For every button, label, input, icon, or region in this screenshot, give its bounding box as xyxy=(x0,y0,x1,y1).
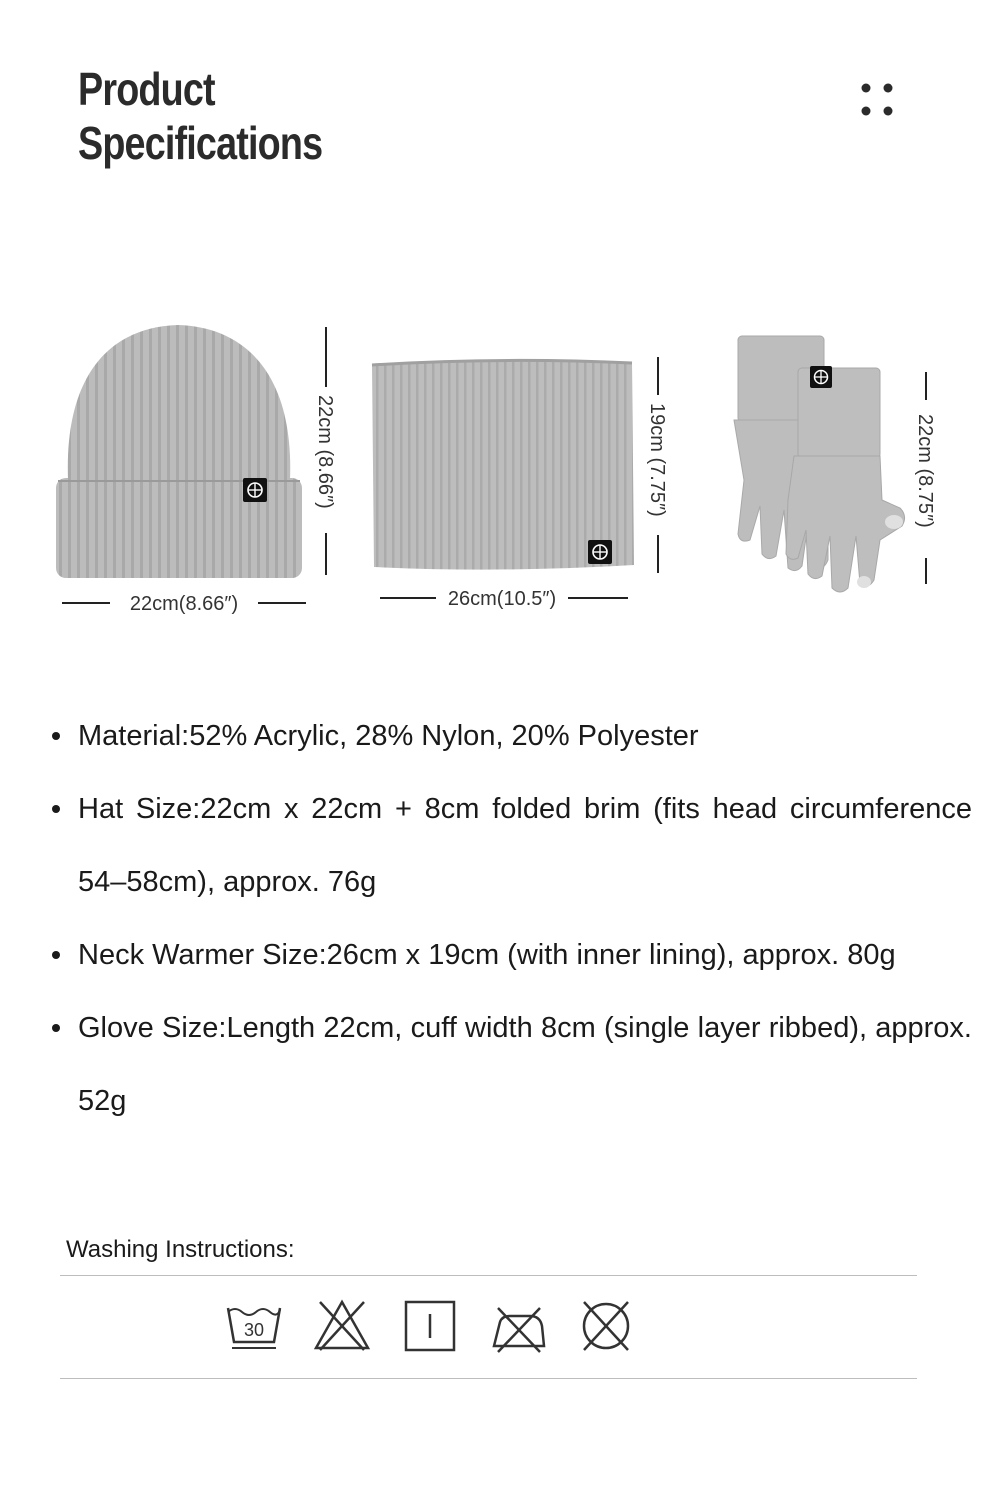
wash-temperature: 30 xyxy=(243,1320,265,1340)
washing-icons xyxy=(222,1296,638,1356)
spec-glove-size: Glove Size:Length 22cm, cuff width 8cm (single layer ribbed), approx. 52g xyxy=(50,992,972,1138)
divider-top xyxy=(60,1275,917,1276)
do-not-dry-clean-icon xyxy=(574,1296,638,1356)
title-line-2: Specifications xyxy=(78,117,323,169)
do-not-bleach-icon xyxy=(310,1296,374,1356)
spec-neck-warmer-size: Neck Warmer Size:26cm x 19cm (with inner lining), approx. 80g xyxy=(50,919,972,992)
emblem-icon xyxy=(243,478,267,502)
hat-width-label: 22cm(8.66″) xyxy=(129,593,239,615)
gloves-height-label: 22cm (8.75″) xyxy=(914,414,936,528)
four-dots-icon xyxy=(858,80,898,120)
neck-warmer-height-label: 19cm (7.75″) xyxy=(646,403,668,517)
gloves-figure xyxy=(710,330,960,600)
line-dry-icon xyxy=(398,1296,462,1356)
hat-figure xyxy=(50,315,350,625)
washing-instructions-title: Washing Instructions: xyxy=(66,1236,295,1263)
page-title xyxy=(78,62,322,170)
wash-30-icon xyxy=(222,1296,286,1356)
glove-front xyxy=(786,368,905,592)
do-not-iron-icon xyxy=(486,1296,550,1356)
neck-warmer-body xyxy=(372,360,634,569)
hat-height-label: 22cm (8.66″) xyxy=(314,395,336,509)
emblem-icon xyxy=(810,366,832,388)
divider-bottom xyxy=(60,1378,917,1379)
spec-hat-size: Hat Size:22cm x 22cm + 8cm folded brim (fits head circumference 54–58cm), approx. 76g xyxy=(50,773,972,919)
title-line-1: Product xyxy=(78,63,215,115)
spec-list xyxy=(50,700,972,1138)
neck-warmer-figure xyxy=(360,345,680,620)
spec-material: Material:52% Acrylic, 28% Nylon, 20% Polyester xyxy=(50,700,972,773)
hat-crown xyxy=(68,325,290,480)
neck-warmer-width-label: 26cm(10.5″) xyxy=(447,588,557,610)
emblem-icon xyxy=(588,540,612,564)
